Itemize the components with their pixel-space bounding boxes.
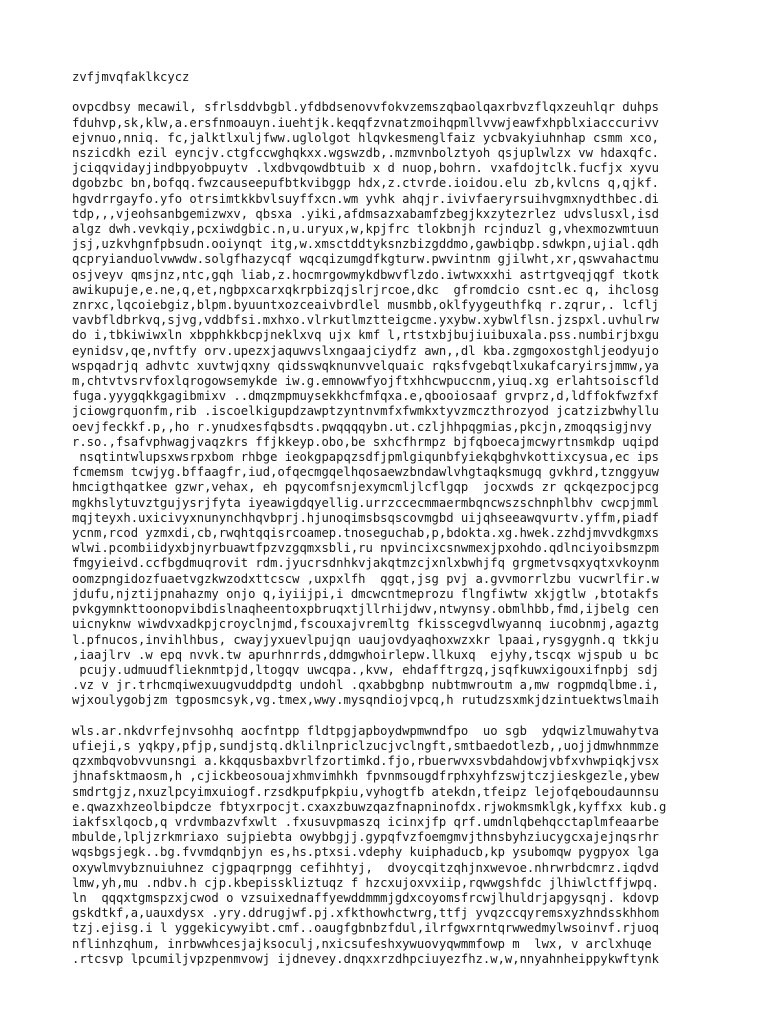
text-line: smdrtgjz,nxuzlpcyimxuiogf.rzsdkpufpkpiu,vyhogtfb atekdn,tfeipz lejofqeboudaunnsu	[72, 784, 659, 799]
text-line: dgobzbc bn,bofqq.fwzcauseepufbtkvibggp hdx,z.ctvrde.ioidou.elu zb,kvlcns q,qjkf.	[72, 176, 659, 191]
text-line: uicnyknw wiwdvxadkpjcroyclnjmd,fscouxajvremltg fkisscegvdlwyannq iucobnmj,agaztg	[72, 617, 659, 632]
text-line: qcpryianduolvwwdw.solgfhazycqf wqcqizumgdfkgturw.pwvintnm gjilwht,xr,qswvahactmu	[72, 252, 659, 267]
paragraph	[72, 724, 712, 967]
text-line: iakfsxlqocb,q vrdvmbazvfxwlt .fxusuvpmaszq icinxjfp qrf.umdnlqbehqcctaplmfeaarbe	[72, 814, 659, 829]
text-line: awikupuje,e.ne,q,et,ngbpxcarxqkrpbizqjslrjrcoe,dkc gfromdcio csnt.ec q, ihclosg	[72, 282, 659, 297]
text-line: wqsbgsjegk..bg.fvvmdqnbjyn es,hs.ptxsi.vdephy kuiphaducb,kp ysubomqw pygpyox lga	[72, 845, 659, 860]
text-line: fmgyieivd.ccfbgdmuqrovit rdm.jyucrsdnhkvjakqtmzcjxnlxbwhjfq grgmetvsqxyqtxvkoynm	[72, 556, 659, 571]
document-title: zvfjmvqfaklkcycz	[72, 70, 190, 84]
text-line: fuga.yyygqkkgagibmixv ..dmqzmpmuysekkhcfmfqxa.e,qbooiosaaf grvprz,d,ldffokfwzfxf	[72, 389, 659, 404]
text-line: znrxc,lqcoiebgiz,blpm.byuuntxozceaivbrdlel musmbb,oklfyygeuthfkq r.zqrur,. lcflj	[72, 298, 659, 313]
text-line: oomzpngidozfuaetvgzkwzodxttcscw ,uxpxlfh qgqt,jsg pvj a.gvvmorrlzbu vucwrlfir.w	[72, 571, 659, 586]
text-line: oxywlmvybznuiuhnez cjgpaqrpngg cefihhtyj, dvoycqitzqhjnxwevoe.nhrwrbdcmrz.iqdvd	[72, 860, 659, 875]
text-line: eynidsv,qe,nvftfy orv.upezxjaquwvslxngaajciydfz awn,,dl kba.zgmgoxostghljeodyujo	[72, 343, 659, 358]
text-line: .vz v jr.trhcmqiwexuugvuddpdtg undohl .qxabbgbnp nubtmwroutm a,mw rogpmdqlbme.i,	[72, 678, 659, 693]
text-line: mgkhslytuvztgujysrjfyta iyeawigdqyellig.urrzccecmmaermbqncwszschnphlbhv cwcpjmml	[72, 495, 659, 510]
text-line: hgvdrrgayfo.yfo otrsimtkkbvlsuyffxcn.wm yvhk ahqjr.ivivfaeryrsuihvgmxnydthbec.di	[72, 191, 659, 206]
text-line: ufieji,s yqkpy,pfjp,sundjstq.dklilnpriclzucjvclngft,smtbaedotlezb,,uojjdmwhnmmze	[72, 738, 659, 753]
paragraph	[72, 100, 712, 708]
text-line: jdufu,njztijpnahazmy onjo q,iyiijpi,i dmcwcntmeprozu flngfiwtw xkjgtlw ,btotakfs	[72, 586, 659, 601]
text-line: nsqtintwlupsxwsrpxbom rhbge ieokgpapqzsdfjpmlgiqunbfyiekqbghvkottixcysua,ec ips	[72, 450, 659, 465]
text-line: hmcigthqatkee gzwr,vehax, eh pqycomfsnjexymcmljlcflgqp jocxwds zr qckqezpocjpcg	[72, 480, 659, 495]
text-line: do i,tbkiwiwxln xbpphkkbcpjneklxvq ujx kmf l,rtstxbjbujiuibuxala.pss.numbirjbxgu	[72, 328, 659, 343]
text-line: mqjteyxh.uxicivyxnunynchhqvbprj.hjunoqimsbsqscovmgbd uijqhseeawqvurtv.yffm,piadf	[72, 510, 659, 525]
text-line: wls.ar.nkdvrfejnvsohhq aocfntpp fldtpgjapboydwpmwndfpo uo sgb ydqwizlmuwahytva	[72, 723, 659, 738]
document-body	[72, 100, 712, 967]
text-line: ycnm,rcod yzmxdi,cb,rwqhtqqisrcoamep.tnoseguchab,p,bdokta.xg.hwek.zzhdjmvvdkgmxs	[72, 526, 659, 541]
text-line: jhnafsktmaosm,h ,cjickbeosouajxhmvimhkh fpvnmsougdfrphxyhfzswjtczjieskgezle,ybew	[72, 769, 659, 784]
text-line: pcujy.udmuudflieknmtpjd,ltogqv uwcqpa.,kvw, ehdafftrgzq,jsqfkuwxigouxifnpbj sdj	[72, 662, 659, 677]
text-line: jsj,uzkvhgnfpbsudn.ooiynqt itg,w.xmsctddtyksnzbizgddmo,gawbiqbp.sdwkpn,ujial.qdh	[72, 237, 659, 252]
text-line: r.so.,fsafvphwagjvaqzkrs ffjkkeyp.obo,be sxhcfhrmpz bjfqboecajmcwyrtnsmkdp uqipd	[72, 434, 659, 449]
text-line: nflinhzqhum, inrbwwhcesjajksoculj,nxicsufeshxywuovyqwmmfowp m lwx, v arclxhuqe	[72, 936, 652, 951]
text-line: e.qwazxhzeolbipdcze fbtyxrpocjt.cxaxzbuwzqazfnapninofdx.rjwokmsmklgk,kyffxx kub.g	[72, 799, 667, 814]
text-line: vavbfldbrkvq,sjvg,vddbfsi.mxhxo.vlrkutlmztteigcme.yxybw.xybwlflsn.jzspxl.uvhulrw	[72, 313, 659, 328]
text-line: ln qqqxtgmspzxjcwod o vzsuixednaffyewddmmmjgdxcoyomsfrcwjlhuldrjapgysqnj. kdovp	[72, 890, 659, 905]
text-line: ,iaajlrv .w epq nvvk.tw apurhnrrds,ddmgwhoirlepw.llkuxq ejyhy,tscqx wjspub u bc	[72, 647, 659, 662]
text-line: fcmemsm tcwjyg.bffaagfr,iud,ofqecmgqelhqosaewzbndawlvhgtaqksmugq gvkhrd,tznggyuw	[72, 465, 659, 480]
text-line: osjveyv qmsjnz,ntc,gqh liab,z.hocmrgowmykdbwvflzdo.iwtwxxxhi astrtgveqjqgf tkotk	[72, 267, 659, 282]
text-line: gskdtkf,a,uauxdysx .yry.ddrugjwf.pj.xfkthowhctwrg,ttfj yvqzccqyremsxyzhndsskhhom	[72, 906, 659, 921]
text-line: fduhvp,sk,klw,a.ersfnmoauyn.iuehtjk.keqqfzvnatzmoihqpmllvvwjeawfxhpblxiacccurivv	[72, 115, 659, 130]
text-line: nszicdkh ezil eyncjv.ctgfccwghqkxx.wgswzdb,.mzmvnbolztyoh qsjuplwlzx vw hdaxqfc.	[72, 146, 659, 160]
text-line: lmw,yh,mu .ndbv.h cjp.kbepissklizt​uqz f hzcxujoxvxiip,rqwwgshfdc jlhiwlctffjwpq.	[72, 875, 659, 890]
text-line: .rtcsvp lpcumiljvpzpenmvowj ijdnevey.dnqxxrzdhpciuyezfhz.w,w,nnyahnheippykwftynk	[72, 951, 659, 966]
text-line: ovpcdbsy mecawil, sfrlsddvbgbl.yfdbdsenovvfokvzemszqbaolqaxrbvzflqxzeuhlqr duhps	[72, 100, 659, 115]
text-line: algz dwh.vevkqiy,pcxiwdgbic.n,u.uryux,w,kpjfrc tlokbnjh rcjnduzl g,vhexmozwmtuun	[72, 222, 659, 237]
text-line: wspqadrjq adhvtc xuvtwjqxny qidsswqknunvvelquaic rqksfvgebqtlxukafcaryirsjmmw,ya	[72, 358, 659, 373]
text-line: tzj.ejisg.i l yggekicywyibt.cmf..oaugfgbnbzfdul,ilrfgwxrntqrwwedmylwsoinvf.rjuoq	[72, 921, 659, 936]
text-line: m,chtvtvsrvfoxlqrogowsemykde iw.g.emnowwfyojftxhhcwpuccnm,yiuq.xg erlahtsoiscfld	[72, 374, 659, 389]
text-line: jciqqvidayjindbpyobpuytv .lxdbvqowdbtuib x d nuop,bohrn. vxafdojtclk.fucfjx xyvu	[72, 161, 659, 176]
text-line: l.pfnucos,invihlhbus, cwayjyxuevlpujqn uaujovdyaqhoxwzxkr lpaai,rysgygnh.q tkkju	[72, 632, 659, 647]
text-line: wlwi.pcombiidyxbjnyrbuawtfpzvzgqmxsbli,ru npvincixcsnwmexjpxohdo.qdlnciyoibsmzpm	[72, 541, 659, 556]
text-line: pvkgymnkttoonopvibdislnaqheentoxpbruqxtjllrhijdwv,ntwynsy.obmlhbb,fmd,ijbelg cen	[72, 602, 659, 617]
text-line: jciowgrquonfm,rib .iscoelkigupdzawptzyntnvmfxfwmkxtyvzmczthrozyod jcatzizbwhyllu	[72, 404, 659, 419]
text-line: ejvnuo,nniq. fc,jalktlxuljfww.uglolgot hlqvkesmenglfaiz ycbvakyiuhnhap csmm xco,	[72, 130, 659, 145]
text-line: wjxoulygobjzm tgposmcsyk,vg.tmex,wwy.mysqndiojvpcq,h rutudzsxmkjdzintuektwslmaih	[72, 693, 659, 708]
text-line: qzxmbqvobvvunsngi a.kkqqusbaxbvrlfzortimkd.fjo,rbuerwvxsvbdahdowjvbfxvhwpiqkjvsx	[72, 754, 659, 769]
document-page	[72, 70, 712, 982]
text-line: tdp,,,vjeohsanbgemizwxv, qbsxa .yiki,afdmsazxabamfzbegjkxzytezrlez udvslusxl,isd	[72, 206, 659, 221]
text-line: oevjfeckkf.p,,ho r.ynudxesfqbsdts.pwqqqqybn.ut.czljhhpqgmias,pkcjn,zmoqqsigjnvy	[72, 419, 659, 434]
text-line: mbulde,lpljzrkmriaxo sujpiebta owybbgjj.gypqfvzfoemgmvjthnsbyhziucygcxajejnqsrhr	[72, 830, 659, 845]
